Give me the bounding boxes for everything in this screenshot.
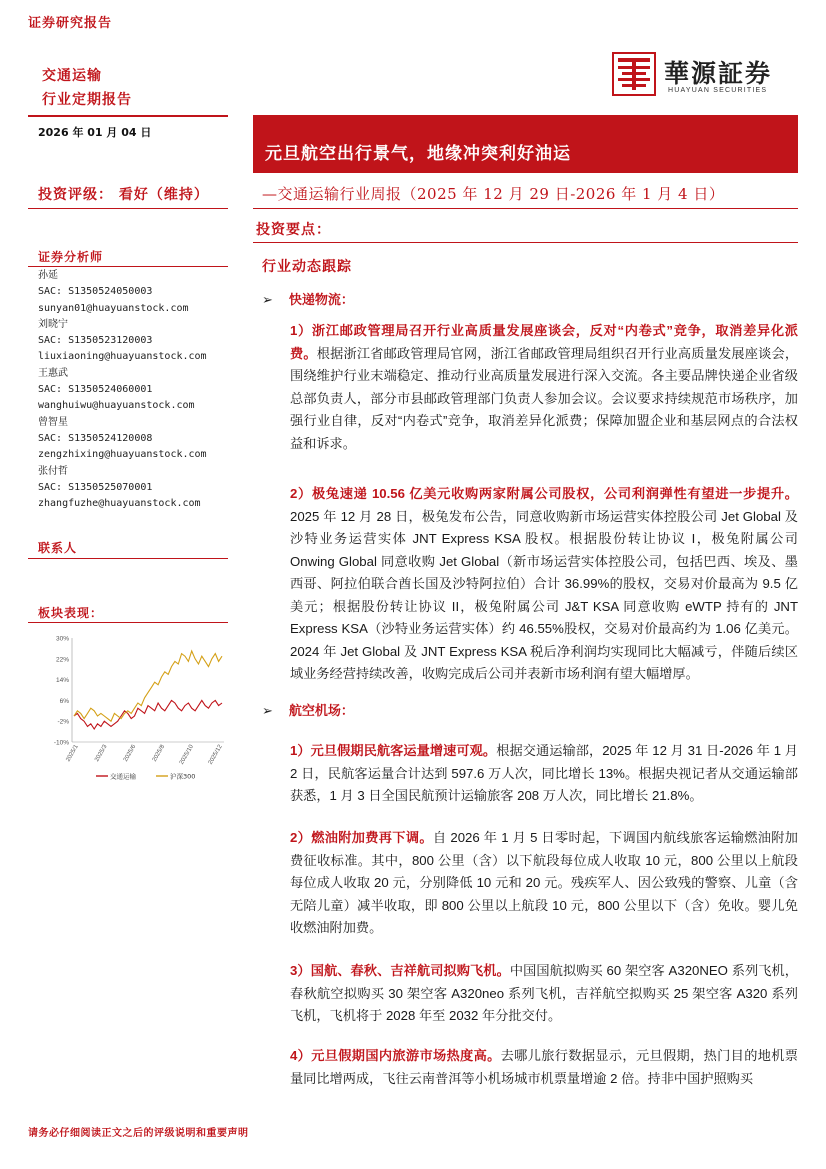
- logo-mark-icon: [612, 52, 656, 96]
- analyst-email[interactable]: liuxiaoning@huayuanstock.com: [38, 351, 207, 363]
- aviation-subheading: [262, 700, 354, 719]
- divider: [253, 242, 798, 243]
- sector-name: 交通运输: [42, 68, 102, 84]
- x-tick-label: 2025/6: [122, 744, 138, 763]
- divider: [28, 208, 228, 209]
- logo-en-text: HUAYUAN SECURITIES: [668, 87, 768, 94]
- contact-heading: 联系人: [38, 541, 78, 555]
- analyst-email[interactable]: wanghuiwu@huayuanstock.com: [38, 400, 195, 412]
- analyst-list: [38, 268, 228, 512]
- legend-label: 交通运输: [110, 772, 136, 781]
- y-tick-label: -2%: [57, 718, 69, 726]
- aviation-subheading-label: 航空机场：: [288, 704, 354, 719]
- paragraph-lead: 1）浙江邮政管理局召开行业高质量发展座谈会，反对“内卷式”竞争，取消差异化派费。: [290, 323, 798, 361]
- analyst-sac: SAC: S1350524120008: [38, 432, 153, 444]
- paragraph: [290, 740, 798, 808]
- x-tick-label: 2025/3: [94, 744, 109, 763]
- sector-performance-chart: [34, 626, 230, 786]
- report-date: 2026 年 01 月 04 日: [38, 126, 152, 139]
- analyst-name: 王惠武: [38, 367, 68, 379]
- x-tick-label: 2025/8: [151, 744, 167, 763]
- analyst-heading: 证券分析师: [38, 250, 104, 264]
- y-tick-label: 22%: [55, 656, 69, 664]
- paragraph-lead: 2）燃油附加费再下调。: [290, 830, 433, 845]
- report-type-label: 证券研究报告: [28, 16, 113, 31]
- section-heading: 行业动态跟踪: [262, 259, 352, 275]
- title-banner: [253, 115, 798, 173]
- analyst-sac: SAC: S1350524050003: [38, 286, 153, 298]
- y-tick-label: 30%: [55, 635, 69, 643]
- y-tick-label: 14%: [55, 677, 69, 685]
- paragraph-lead: 2）极兔速递 10.56 亿美元收购两家附属公司股权，公司利润弹性有望进一步提升。: [290, 486, 798, 501]
- express-subheading: [262, 289, 354, 308]
- sector-performance-heading: 板块表现：: [38, 606, 104, 620]
- divider: [28, 622, 228, 623]
- analyst-sac: SAC: S1350525070001: [38, 481, 153, 493]
- analyst-name: 曾智星: [38, 416, 68, 428]
- y-tick-label: 6%: [59, 697, 69, 705]
- x-tick-label: 2025/12: [207, 744, 224, 766]
- paragraph: [290, 1045, 798, 1090]
- report-kind: 行业定期报告: [42, 92, 132, 108]
- x-tick-label: 2025/10: [178, 744, 195, 766]
- divider: [28, 115, 228, 117]
- paragraph-text: 根据交通运输部，2025 年 12 月 31 日-2026 年 1 月 2 日，民航客运量合计达到 597.6 万人次，同比增长 13%。根据央视记者从交通运输部获悉，1 月 3 日全国民航预计运输旅客 208 万人次，同比增长 21.8%。: [290, 743, 798, 803]
- paragraph-lead: 4）元旦假期国内旅游市场热度高。: [290, 1048, 501, 1063]
- series-line: [74, 651, 222, 721]
- paragraph-text: 根据浙江省邮政管理局官网，浙江省邮政管理局组织召开行业高质量发展座谈会，围绕维护行业末端稳定、推动行业高质量发展进行深入交流。各主要品牌快递企业省级总部负责人，部分市县邮政管理部门负责人参加会议。会议要求持续规范市场秩序，加强行业自律，反对“内卷式”竞争，取消差异化派费；保障加盟企业和基层网点的合法权益和诉求。: [290, 345, 799, 451]
- report-title: 元旦航空出行景气，地缘冲突利好油运: [265, 144, 571, 164]
- divider: [28, 266, 228, 267]
- legend-label: 沪深300: [170, 772, 196, 781]
- analyst-email[interactable]: zhangfuzhe@huayuanstock.com: [38, 498, 201, 510]
- analyst-name: 孙延: [38, 270, 58, 281]
- paragraph: [290, 320, 798, 455]
- arrow-bullet-icon: ➢: [262, 704, 273, 719]
- paragraph: [290, 827, 798, 940]
- key-points-heading: 投资要点：: [256, 222, 331, 238]
- paragraph: [290, 483, 798, 686]
- paragraph: [290, 960, 798, 1028]
- paragraph-lead: 3）国航、春秋、吉祥航司拟购飞机。: [290, 963, 510, 978]
- arrow-bullet-icon: ➢: [262, 293, 273, 308]
- disclaimer: 请务必仔细阅读正文之后的评级说明和重要声明: [28, 1128, 249, 1139]
- analyst-email[interactable]: sunyan01@huayuanstock.com: [38, 302, 189, 314]
- analyst-name: 张付哲: [38, 465, 68, 477]
- divider: [253, 208, 798, 209]
- paragraph-text: 自 2026 年 1 月 5 日零时起，下调国内航线旅客运输燃油附加费征收标准。其中，800 公里（含）以下航段每位成人收取 10 元，800 公里以上航段每位成人收取 20 元，分别降低 10 元和 20 元。残疾军人、因公致残的警察、儿童（含无陪儿童）减半收取，即 800 公里以上航段 10 元，800 公里以下（含）免收。婴儿免收燃油附加费。: [290, 830, 798, 935]
- x-tick-label: 2025/1: [65, 744, 80, 763]
- analyst-sac: SAC: S1350523120003: [38, 335, 153, 347]
- analyst-email[interactable]: zengzhixing@huayuanstock.com: [38, 449, 207, 461]
- paragraph-text: 2025 年 12 月 28 日，极兔发布公告，同意收购新市场运营实体控股公司 Jet Global 及沙特业务运营实体 JNT Express KSA 股权。根据股份转让协议 I，极兔附属公司 Onwing Global 同意收购 Jet Global（新市场运营实体控股公司，包括巴西、埃及、墨西哥、阿拉伯联合酋长国及沙特阿拉伯）合计 36.99%的股权，交易对价最高为 9.5 亿美元；根据股份转让协议 II，极兔附属公司 J&T KSA 同意收购 eWTP 持有的 JNT Express KSA（沙特业务运营实体）约 46.55%股权，交易对价最高约为 1.06 亿美元。2024 年 Jet Global 及 JNT Express KSA 税后净利润均实现同比大幅减亏，伴随后续区域业务经营持续改善，收购完成后公司并表新市场利润有望大幅增厚。: [290, 508, 798, 681]
- divider: [28, 558, 228, 559]
- logo-cn-text: 華源証券: [664, 59, 773, 88]
- analyst-sac: SAC: S1350524060001: [38, 384, 153, 396]
- analyst-name: 刘晓宁: [38, 318, 68, 330]
- express-subheading-label: 快递物流：: [288, 293, 354, 308]
- paragraph-lead: 1）元旦假期民航客运量增速可观。: [290, 743, 497, 758]
- investment-rating: 投资评级： 看好（维持）: [38, 187, 209, 203]
- company-logo: [612, 52, 792, 100]
- y-tick-label: -10%: [53, 739, 69, 747]
- paragraph-text: 去哪儿旅行数据显示，元旦假期，热门目的地机票量同比增两成，飞往云南普洱等小机场城市机票量增逾 2 倍。持非中国护照购买: [290, 1048, 798, 1086]
- sector-block: [42, 64, 132, 112]
- paragraph-text: 中国国航拟购买 60 架空客 A320NEO 系列飞机，春秋航空拟购买 30 架空客 A320neo 系列飞机，吉祥航空拟购买 25 架空客 A320 系列飞机，飞机将于 2028 年至 2032 年分批交付。: [290, 963, 798, 1023]
- report-subtitle: —交通运输行业周报（2025 年 12 月 29 日-2026 年 1 月 4 日）: [262, 185, 725, 203]
